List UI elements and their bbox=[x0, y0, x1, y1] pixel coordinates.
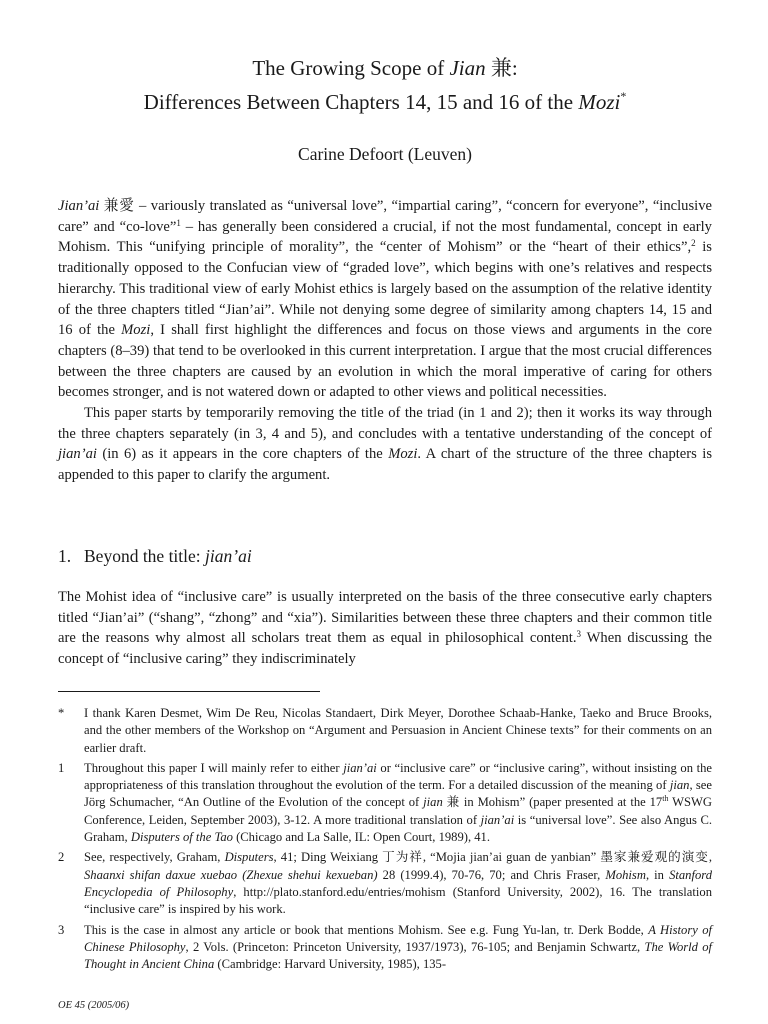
title-line-2 bbox=[58, 82, 712, 116]
text-run: is traditionally opposed to the Confucian view of “graded love”, which begins with one’s relatives and respects hierarchy. This traditional view of early Mohist ethics is largely based on the assumption of the relative identity of the three chapters titled “Jian’ai”. While not denying some degree of similarity among chapters 14, 15 and 16 of the bbox=[58, 239, 712, 339]
abstract-section bbox=[58, 196, 712, 486]
footnote-text: See, respectively, Graham, bbox=[84, 850, 225, 865]
footnote-text: , in bbox=[645, 867, 670, 882]
title-text: The Growing Scope of bbox=[252, 56, 450, 80]
footnote-star bbox=[58, 705, 712, 757]
footnote-italic: Mohism bbox=[605, 867, 646, 882]
footnote-divider bbox=[58, 691, 320, 692]
footnote-italic: jian’ai bbox=[480, 812, 515, 827]
footnote-text: (Cambridge: Harvard University, 1985), 135- bbox=[214, 957, 447, 972]
text-run: – has generally been considered a crucial, if not the most fundamental, concept in early Mohism. This “unifying principle of morality”, the “center of Mohism” or the “heart of their ethics”, bbox=[58, 218, 712, 256]
intro-paragraph bbox=[58, 403, 712, 486]
title-footnote-mark[interactable]: * bbox=[620, 89, 627, 103]
footnote-mark: 3 bbox=[58, 922, 65, 937]
footnote-italic: jian’ai bbox=[343, 760, 377, 775]
footnote-text: This is the case in almost any article or book that mentions Mohism. See e.g. Fung Yu-lan, tr. Derk Bodde, bbox=[84, 922, 649, 937]
footnote-text: WSWG Conference, Leiden, September 2003), 3-12. A more traditional translation of bbox=[84, 795, 713, 827]
subtitle-italic: Mozi bbox=[578, 90, 621, 114]
paper-title bbox=[58, 54, 712, 116]
footnote-3 bbox=[58, 922, 712, 974]
footnote-mark: 1 bbox=[58, 760, 65, 775]
footnote-text: , http://plato.stanford.edu/entries/mohism (Stanford University, 2002), 16. The translation “inclusive care” is inspired by his work. bbox=[84, 884, 712, 917]
footnote-italic: jian bbox=[669, 778, 690, 793]
footnote-italic: Disputers bbox=[224, 850, 274, 865]
section-1-paragraph bbox=[58, 587, 712, 670]
footnote-italic: Stanford Encyclopedia of Philosophy bbox=[84, 867, 712, 899]
footnote-ref-1[interactable]: 1 bbox=[176, 217, 181, 228]
footnote-italic: Disputers of the Tao bbox=[130, 830, 233, 845]
section-title-italic: jian’ai bbox=[205, 546, 252, 566]
section-heading bbox=[58, 545, 252, 567]
text-run: This paper starts by temporarily removing the title of the triad (in 1 and 2); then it works its way through the three chapters separately (in 3, 4 and 5), and concludes with a tentative understanding of the concept of bbox=[58, 405, 712, 442]
footnote-ref-2[interactable]: 2 bbox=[691, 238, 696, 249]
footnote-ref-3[interactable]: 3 bbox=[576, 629, 581, 640]
term-mozi: Mozi bbox=[388, 446, 418, 463]
footnote-1 bbox=[58, 760, 712, 846]
footnote-text: Throughout this paper I will mainly refer to either bbox=[84, 760, 344, 775]
footnote-text: (Chicago and La Salle, IL: Open Court, 1989), 41. bbox=[232, 830, 490, 845]
footnote-text: , 2 Vols. (Princeton: Princeton University, 1937/1973), 76-105; and Benjamin Schwartz, bbox=[185, 939, 645, 954]
title-italic: Jian bbox=[449, 56, 486, 80]
footnote-text: , 41; Ding Weixiang 丁为祥, “Mojia jian’ai guan de yanbian” 墨家兼爱观的演变, bbox=[273, 850, 712, 865]
footnote-mark: 2 bbox=[58, 850, 65, 865]
footnote-text: 28 (1999.4), 70-76, 70; and Chris Fraser, bbox=[377, 867, 606, 882]
term-jianai: jian’ai bbox=[58, 446, 97, 463]
title-line-1 bbox=[58, 54, 712, 82]
text-run: (in 6) as it appears in the core chapters of the bbox=[96, 446, 389, 463]
section-title: Beyond the title: bbox=[84, 546, 206, 566]
footnote-text: or “inclusive care” or “inclusive caring”, without insisting on the appropriateness of this translation throughout the evolution of the term. For a detailed discussion of the meaning of bbox=[84, 760, 712, 793]
footnote-italic: The World of Thought in Ancient China bbox=[84, 939, 713, 972]
footnotes bbox=[58, 705, 712, 976]
text-run: , I shall first highlight the differences and focus on those views and arguments in the core chapters (8–39) that tend to be overlooked in this current interpretation. I argue that the most crucial differences between the three chapters are caused by an evolution in which the moral imperative of caring for others becomes stronger, and is not watered down or adapted to other views and political necessities. bbox=[58, 322, 712, 401]
abstract-paragraph bbox=[58, 196, 712, 403]
subtitle-text: Differences Between Chapters 14, 15 and 16 of the bbox=[143, 90, 579, 114]
text-run: When discussing the concept of “inclusive caring” they indiscriminately bbox=[58, 630, 712, 668]
journal-footer: OE 45 (2005/06) bbox=[58, 1000, 130, 1011]
section-number: 1. bbox=[58, 546, 72, 566]
term-mozi: Mozi bbox=[121, 322, 151, 339]
footnote-text: I thank Karen Desmet, Wim De Reu, Nicolas Standaert, Dirk Meyer, Dorothee Schaab-Hanke, Taeko and Bruce Brooks, and the other members of the Workshop on “Argument and Persuasion in Ancient Chinese texts” for their comments on an earlier draft. bbox=[84, 706, 712, 755]
text-run: The Mohist idea of “inclusive care” is usually interpreted on the basis of the three consecutive early chapters titled “Jian’ai” (“shang”, “zhong” and “xia”). Similarities between these three chapters and their common title are the reasons why almost all scholars treat them as equal in philosophical content. bbox=[58, 589, 712, 647]
footnote-2 bbox=[58, 849, 712, 918]
footnote-text: is “universal love”. See also Angus C. Graham, bbox=[84, 812, 712, 845]
footnote-italic: Shaanxi shifan daxue xuebao (Zhexue shehui kexueban) bbox=[84, 867, 378, 882]
text-run: 兼愛 – variously translated as “universal love”, “impartial caring”, “concern for everyone”, “inclusive care” and “co-love” bbox=[58, 198, 712, 235]
ordinal-suffix: th bbox=[662, 794, 669, 804]
term-jianai: Jian’ai bbox=[58, 198, 100, 214]
title-cjk: 兼: bbox=[485, 56, 518, 80]
footnote-italic: A History of Chinese Philosophy bbox=[84, 922, 713, 954]
footnote-mark: * bbox=[58, 706, 65, 720]
author-line: Carine Defoort (Leuven) bbox=[298, 144, 472, 164]
text-run: . A chart of the structure of the three chapters is appended to this paper to clarify the argument. bbox=[58, 446, 712, 484]
footnote-text: 兼 in Mohism” (paper presented at the 17 bbox=[442, 795, 663, 810]
footnote-text: , see Jörg Schumacher, “An Outline of the Evolution of the concept of bbox=[84, 778, 712, 810]
footnote-italic: jian bbox=[423, 795, 443, 810]
